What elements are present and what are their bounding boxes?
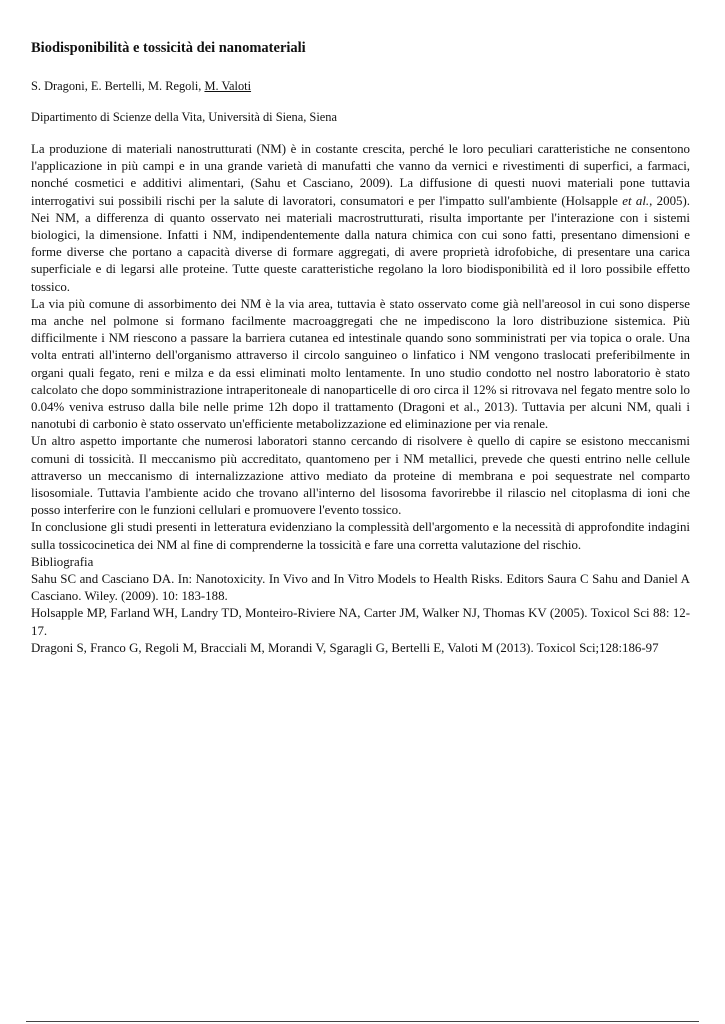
document-body	[31, 141, 690, 657]
document-title: Biodisponibilità e tossicità dei nanomateriali	[31, 40, 306, 56]
bibliography-item: Holsapple MP, Farland WH, Landry TD, Monteiro-Riviere NA, Carter JM, Walker NJ, Thomas KV (2005). Toxicol Sci 88: 12-17.	[31, 606, 690, 638]
bibliography-item: Sahu SC and Casciano DA. In: Nanotoxicity. In Vivo and In Vitro Models to Health Risks. Editors Saura C Sahu and Daniel A Casciano. Wiley. (2009). 10: 183-188.	[31, 572, 690, 604]
authors-text: S. Dragoni, E. Bertelli, M. Regoli,	[31, 79, 205, 93]
bibliography-heading: Bibliografia	[31, 554, 94, 569]
document-page	[31, 38, 690, 657]
paragraph-1-text-b: , 2005). Nei NM, a differenza di quanto osservato nei materiali macrostrutturati, risulta importante per l'interazione con i sistemi biologici, la dimensione. Infatti i NM, indipendentemente dalla natura chimica con cui sono fatti, presentano dimensioni e forme diverse che portano a capacità diverse di formare aggregati, di avere proprietà idrofobiche, di presentare una carica superficiale e di legarsi alle proteine. Tutte queste caratteristiche regolano la loro biodisponibilità ed il loro possibile effetto tossico.	[31, 193, 690, 294]
paragraph-4: In conclusione gli studi presenti in letteratura evidenziano la complessità dell'argomento e la necessità di approfondite indagini sulla tossicocinetica dei NM al fine di comprenderne la tossicità e fare una corretta valutazione del rischio.	[31, 520, 690, 552]
paragraph-2: La via più comune di assorbimento dei NM è la via area, tuttavia è stato osservato come già nell'areosol in cui sono disperse ma anche nel polmone si formano facilmente macroaggregati che ne impediscono la loro distribuzione sistemica. Più difficilmente i NM riescono a passare la barriera cutanea ed intestinale quando sono somministrati per via topica o orale. Una volta entrati all'interno dell'organismo attraverso il circolo sanguineo o linfatico i NM vengono traslocati preferibilmente in organi quali fegato, reni e milza e da essi eliminati molto lentamente. In uno studio condotto nel nostro laboratorio è stato calcolato che dopo somministrazione intraperitoneale di nanoparticelle di oro circa il 12% si ritrovava nel fegato mentre solo lo 0.04% veniva estruso dalla bile nelle prime 12h dopo il trattamento (Dragoni et al., 2013). Tuttavia per alcuni NM, quali i nanotubi di carbonio è stato osservato un'efficiente metabolizzazione ed eliminazione per via renale.	[31, 296, 690, 432]
affiliation: Dipartimento di Scienze della Vita, Università di Siena, Siena	[31, 110, 337, 124]
bibliography-item: Dragoni S, Franco G, Regoli M, Bracciali M, Morandi V, Sgaragli G, Bertelli E, Valoti M (2013). Toxicol Sci;128:186-97	[31, 640, 659, 655]
corresponding-author: M. Valoti	[204, 79, 252, 93]
paragraph-1-text-a: La produzione di materiali nanostrutturati (NM) è in costante crescita, perché le loro peculiari caratteristiche ne consentono l'applicazione in più campi e in una grande varietà di manufatti che vanno da vernici e rivestimenti di superfici, a farmaci, nonché cosmetici e additivi alimentari, (Sahu et Casciano, 2009). La diffusione di questi nuovi materiali pone tuttavia interrogativi sui possibili rischi per la salute di lavoratori, consumatori e per l'impatto sull'ambiente (Holsapple	[31, 142, 690, 208]
author-list	[31, 78, 690, 94]
paragraph-1	[31, 141, 690, 296]
footer-rule	[26, 1021, 699, 1022]
paragraph-3: Un altro aspetto importante che numerosi laboratori stanno cercando di risolvere è quello di capire se esistono meccanismi comuni di tossicità. Il meccanismo più accreditato, quantomeno per i NM metallici, prevede che questi entrino nelle cellule attraverso un meccanismo di internalizzazione attivo mediato da proteine di membrana e poi sequestrate nel comparto lisosomiale. Tuttavia l'ambiente acido che trovano all'interno del lisosoma favorirebbe il rilascio nel citoplasma di ioni che posso interferire con le funzioni cellulari e promuovere l'evento tossico.	[31, 434, 690, 518]
paragraph-1-italic: et al.	[622, 193, 650, 208]
